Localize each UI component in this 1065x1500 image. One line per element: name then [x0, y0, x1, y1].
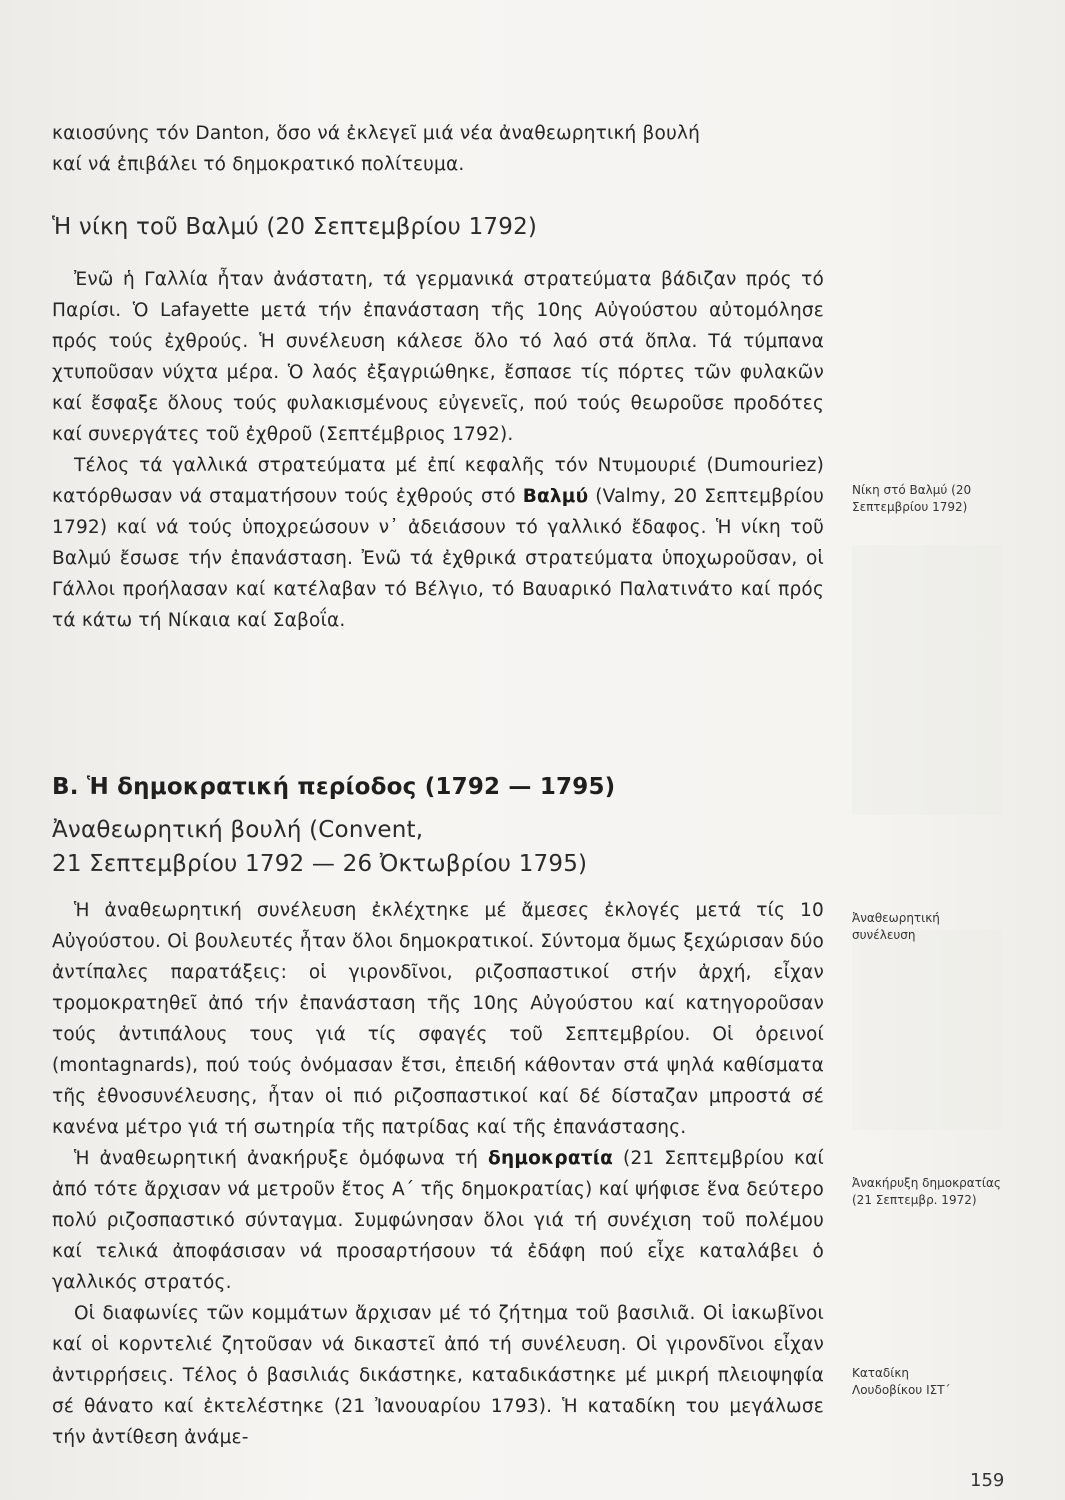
paragraph-text: (Valmy, 20 Σεπτεμβρίου 1792) καί νά τούς ὑποχρεώσουν ν᾽ ἀδειάσουν τό γαλλικό ἔδαφος. Ἡ νίκη τοῦ Βαλμύ ἔσωσε τήν ἐπανάσταση. Ἐνῶ τά ἐχθρικά στρατεύματα ὑποχωροῦσαν, οἱ Γάλλοι προήλασαν καί κατέλαβαν τό Βέλγιο, τό Βαυαρικό Παλατινάτο καί πρός τά κάτω τή Νίκαια καί Σαβοΐα.	[52, 486, 824, 631]
paragraph	[52, 1143, 824, 1298]
paragraph: Ἡ ἀναθεωρητική συνέλευση ἐκλέχτηκε μέ ἄμεσες ἐκλογές μετά τίς 10 Αὐγούστου. Οἱ βουλευτές ἦταν ὅλοι δημοκρατικοί. Σύντομα ὅμως ξεχώρισαν δύο ἀντίπαλες παρατάξεις: οἱ γιρονδῖνοι, ριζοσπαστικοί στήν ἀρχή, εἶχαν τρομοκρατηθεῖ ἀπό τήν ἐπανάσταση τῆς 10ης Αὐγούστου καί κατηγοροῦσαν τούς ἀντιπάλους τους γιά τίς σφαγές τοῦ Σεπτεμβρίου. Οἱ ὀρεινοί (montagnards), πού τούς ὀνόμασαν ἔτσι, ἐπειδή κάθονταν στά ψηλά καθίσματα τῆς ἐθνοσυνέλευσης, ἦταν οἱ πιό ριζοσπαστικοί καί δέ δίσταζαν μπροστά σέ κανένα μέτρο γιά τή σωτηρία τῆς πατρίδας καί τῆς ἐπανάστασης.	[52, 900, 824, 1138]
section-valmy	[52, 212, 824, 636]
paragraph: Ἐνῶ ἡ Γαλλία ἦταν ἀνάστατη, τά γερμανικά στρατεύματα βάδιζαν πρός τό Παρίσι. Ὁ Lafayette μετά τήν ἐπανάσταση τῆς 10ης Αὐγούστου αὐτομόλησε πρός τούς ἐχθρούς. Ἡ συνέλευση κάλεσε ὅλο τό λαό στά ὅπλα. Τά τύμπανα χτυποῦσαν νύχτα μέρα. Ὁ λαός ἐξαγριώθηκε, ἔσπασε τίς πόρτες τῶν φυλακῶν καί ἔσφαξε ὅλους τούς φυλακισμένους εὐγενεῖς, πού τούς θεωροῦσε προδότες καί συνεργάτες τοῦ ἐχθροῦ (Σεπτέμβριος 1792).	[52, 269, 824, 445]
paragraph-text: Τέλος τά γαλλικά στρατεύματα μέ ἐπί κεφαλῆς τόν Ντυμουριέ (Dumouriez) κατόρθωσαν νά σταματήσουν τούς ἐχθρούς στό	[52, 455, 824, 507]
text-line: καί νά ἐπιβάλει τό δημοκρατικό πολίτευμα.	[52, 154, 465, 175]
margin-note-convent: Ἀναθεωρητική συνέλευση	[852, 911, 940, 942]
bleed-through-area	[852, 930, 1002, 1130]
paragraph	[52, 450, 824, 636]
section-democratic-period	[52, 772, 824, 1453]
subheading-line: Ἀναθεωρητική βουλή (Convent,	[52, 817, 424, 843]
paragraph-text: (21 Σεπτεμβρίου καί ἀπό τότε ἄρχισαν νά μετροῦν ἔτος Α΄ τῆς δημοκρατίας) καί ψήφισε ἕνα δεύτερο πολύ ριζοσπαστικό σύνταγμα. Συμφώνησαν ὅλοι γιά τή συνέχιση τοῦ πολέμου καί τελικά ἀποφάσισαν νά προσαρτήσουν τά ἐδάφη πού εἶχε καταλάβει ὁ γαλλικός στρατός.	[52, 1148, 825, 1293]
margin-note-valmy: Νίκη στό Βαλμύ (20 Σεπτεμβρίου 1792)	[852, 483, 972, 514]
paragraph: Οἱ διαφωνίες τῶν κομμάτων ἄρχισαν μέ τό ζήτημα τοῦ βασιλιᾶ. Οἱ ἰακωβῖνοι καί οἱ κορντελιέ ζητοῦσαν νά δικαστεῖ ἀπό τή συνέλευση. Οἱ γιρονδῖνοι εἶχαν ἀντιρρήσεις. Τέλος ὁ βασιλιάς δικάστηκε, καταδικάστηκε μέ μικρή πλειοψηφία σέ θάνατο καί ἐκτελέστηκε (21 Ἰανουαρίου 1793). Ἡ καταδίκη του μεγάλωσε τήν ἀντίθεση ἀνάμε-	[52, 1303, 824, 1448]
bleed-through-area	[852, 545, 1002, 815]
opening-text	[52, 118, 824, 180]
margin-note-trial: Καταδίκη Λουδοβίκου ΙΣΤ΄	[852, 1366, 951, 1397]
bold-term: δημοκρατία	[488, 1148, 614, 1169]
margin-note-republic: Ἀνακήρυξη δημοκρατίας (21 Σεπτεμβρ. 1972)	[852, 1176, 1001, 1207]
bold-term: Βαλμύ	[522, 486, 589, 507]
page-number: 159	[970, 1470, 1005, 1491]
text-line: καιοσύνης τόν Danton, ὅσο νά ἐκλεγεῖ μιά νέα ἀναθεωρητική βουλή	[52, 123, 701, 144]
section-heading: Ἡ νίκη τοῦ Βαλμύ (20 Σεπτεμβρίου 1792)	[52, 214, 538, 240]
paragraph-text: Ἡ ἀναθεωρητική ἀνακήρυξε ὁμόφωνα τή	[74, 1148, 489, 1169]
chapter-heading: Β. Ἡ δημοκρατική περίοδος (1792 — 1795)	[52, 774, 616, 800]
subheading-line: 21 Σεπτεμβρίου 1792 — 26 Ὀκτωβρίου 1795)	[52, 851, 588, 877]
